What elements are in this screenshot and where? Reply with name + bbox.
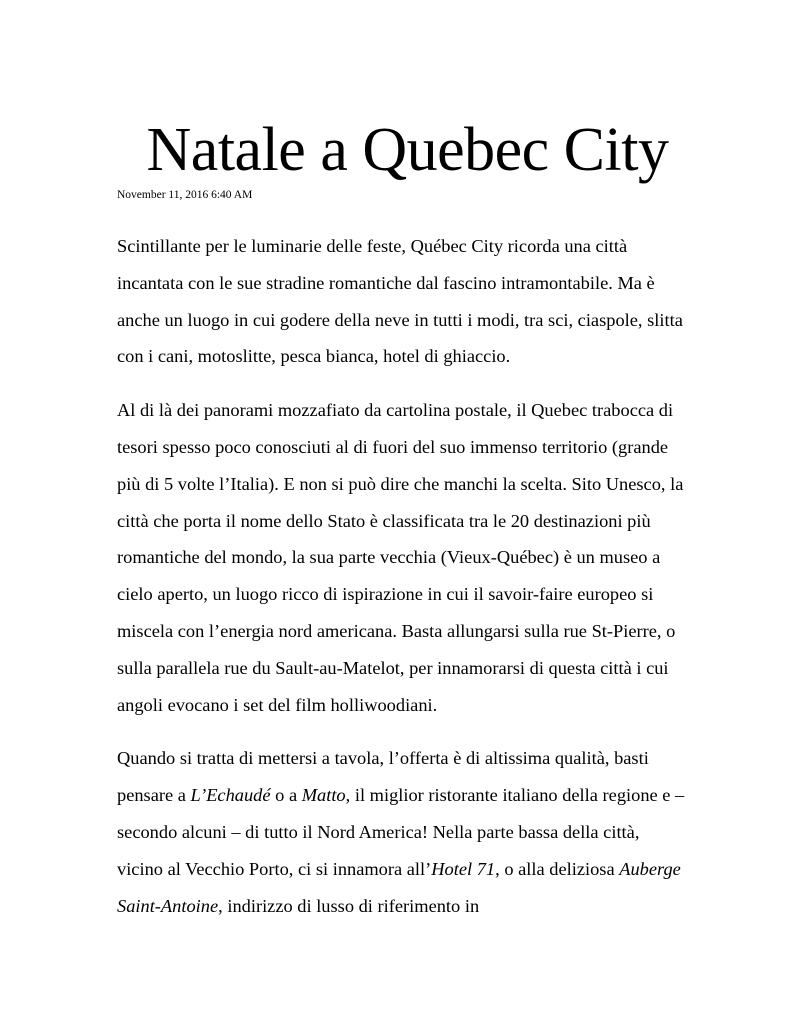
paragraph-1 [117, 228, 687, 375]
paragraph-1-text: Scintillante per le luminarie delle feste, Québec City ricorda una città incantata con le sue stradine romantiche dal fascino intramontabile. Ma è anche un luogo in cui godere della neve in tutti i modi, tra sci, ciaspole, slitta con i cani, motoslitte, pesca bianca, hotel di ghiaccio. [117, 236, 683, 367]
article-body [117, 228, 687, 941]
restaurant-name-echaude: L’Echaudé [190, 785, 271, 806]
paragraph-3-text: o a [270, 785, 302, 806]
hotel-name-auberge-saint-antoine: Auberge Saint-Antoine [117, 858, 681, 916]
paragraph-3-text: , o alla deliziosa [495, 858, 620, 879]
paragraph-2 [117, 392, 687, 723]
hotel-name-71: Hotel 71 [431, 858, 496, 879]
paragraph-3-text: , indirizzo di lusso di riferimento in [218, 895, 480, 916]
article-title: Natale a Quebec City [146, 116, 669, 184]
restaurant-name-matto: Matto [301, 785, 346, 806]
paragraph-3 [117, 740, 687, 924]
paragraph-2-text: Al di là dei panorami mozzafiato da cartolina postale, il Quebec trabocca di tesori spesso poco conosciuti al di fuori del suo immenso territorio (grande più di 5 volte l’Italia). E non si può dire che manchi la scelta. Sito Unesco, la città che porta il nome dello Stato è classificata tra le 20 destinazioni più romantiche del mondo, la sua parte vecchia (Vieux-Québec) è un museo a cielo aperto, un luogo ricco di ispirazione in cui il savoir-faire europeo si miscela con l’energia nord americana. Basta allungarsi sulla rue St-Pierre, o sulla parallela rue du Sault-au-Matelot, per innamorarsi di questa città i cui angoli evocano i set del film holliwoodiani. [117, 400, 684, 715]
paragraph-3-text: Quando si tratta di mettersi a tavola, l’offerta è di altissima qualità, basti pensare a [117, 748, 649, 806]
article-date: November 11, 2016 6:40 AM [117, 189, 253, 201]
paragraph-3-text: , il miglior ristorante italiano della regione e – secondo alcuni – di tutto il Nord America! Nella parte bassa della città, vicino al Vecchio Porto, ci si innamora all’ [117, 785, 685, 879]
